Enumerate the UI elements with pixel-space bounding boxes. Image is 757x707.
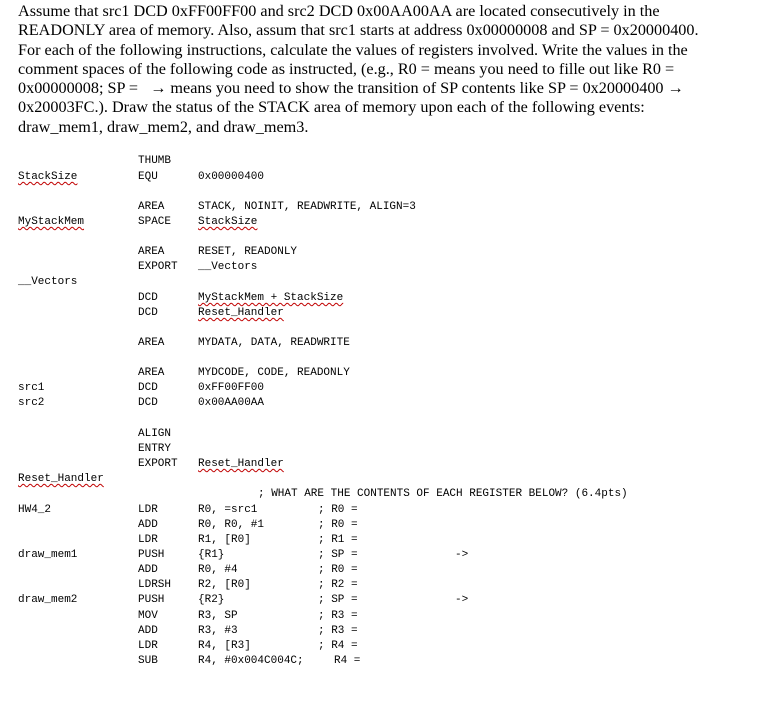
code-line bbox=[0, 442, 757, 457]
code-line bbox=[0, 457, 757, 472]
register-comment: ; R0 = bbox=[318, 519, 358, 531]
code-op: EXPORT bbox=[138, 261, 178, 273]
code-op: ALIGN bbox=[138, 428, 172, 440]
code-line bbox=[0, 593, 757, 608]
code-args: R4, #0x004C004C; bbox=[198, 655, 304, 667]
code-label: draw_mem2 bbox=[18, 594, 78, 606]
question-comment: ; WHAT ARE THE CONTENTS OF EACH REGISTER BELOW? (6.4pts) bbox=[258, 488, 628, 500]
code-args: StackSize bbox=[198, 216, 258, 228]
transition-arrow: -> bbox=[455, 594, 469, 606]
code-op: SPACE bbox=[138, 216, 172, 228]
code-args: STACK, NOINIT, READWRITE, ALIGN=3 bbox=[198, 201, 416, 213]
code-args: MYDCODE, CODE, READONLY bbox=[198, 367, 350, 379]
code-line bbox=[0, 170, 757, 185]
code-args: R0, R0, #1 bbox=[198, 519, 265, 531]
register-comment: ; R0 = bbox=[318, 564, 358, 576]
code-op: ENTRY bbox=[138, 443, 172, 455]
register-comment: ; R1 = bbox=[318, 534, 358, 546]
code-label: draw_mem1 bbox=[18, 549, 78, 561]
code-label: src1 bbox=[18, 382, 45, 394]
intro-line-1: Assume that src1 DCD 0xFF00FF00 and src2 DCD 0x00AA00AA are located consecutively in the bbox=[18, 2, 660, 20]
code-args: 0xFF00FF00 bbox=[198, 382, 265, 394]
register-comment: ; R4 = bbox=[318, 640, 358, 652]
code-op: DCD bbox=[138, 307, 158, 319]
code-line bbox=[0, 548, 757, 563]
code-op: LDRSH bbox=[138, 579, 172, 591]
code-line bbox=[0, 563, 757, 578]
code-op: SUB bbox=[138, 655, 158, 667]
register-comment: ; R3 = bbox=[318, 610, 358, 622]
code-line bbox=[0, 275, 757, 290]
code-args: __Vectors bbox=[198, 261, 258, 273]
code-args: R2, [R0] bbox=[198, 579, 251, 591]
code-args: R3, SP bbox=[198, 610, 238, 622]
code-op: AREA bbox=[138, 201, 165, 213]
code-line bbox=[0, 472, 757, 487]
code-args: MyStackMem + StackSize bbox=[198, 292, 344, 304]
code-args: MYDATA, DATA, READWRITE bbox=[198, 337, 350, 349]
register-comment: ; R0 = bbox=[318, 504, 358, 516]
code-op: DCD bbox=[138, 382, 158, 394]
code-line bbox=[0, 154, 757, 169]
code-label: Reset_Handler bbox=[18, 473, 104, 485]
code-op: PUSH bbox=[138, 549, 165, 561]
code-op: AREA bbox=[138, 246, 165, 258]
code-label: HW4_2 bbox=[18, 504, 52, 516]
code-line bbox=[0, 533, 757, 548]
code-args: RESET, READONLY bbox=[198, 246, 298, 258]
code-line bbox=[0, 654, 757, 669]
code-line bbox=[0, 200, 757, 215]
code-args: 0x00AA00AA bbox=[198, 397, 265, 409]
code-line bbox=[0, 624, 757, 639]
code-op: PUSH bbox=[138, 594, 165, 606]
register-comment: ; SP = bbox=[318, 549, 358, 561]
code-op: AREA bbox=[138, 367, 165, 379]
code-op: EQU bbox=[138, 171, 158, 183]
code-line bbox=[0, 609, 757, 624]
code-label: StackSize bbox=[18, 171, 78, 183]
code-args: R0, #4 bbox=[198, 564, 238, 576]
code-line bbox=[0, 245, 757, 260]
code-args: {R1} bbox=[198, 549, 225, 561]
code-op: EXPORT bbox=[138, 458, 178, 470]
code-line bbox=[0, 215, 757, 230]
code-line bbox=[0, 381, 757, 396]
code-op: AREA bbox=[138, 337, 165, 349]
intro-line-5: 0x00000008; SP = → means you need to show the transition of SP contents like SP = 0x20000400 → bbox=[18, 79, 684, 98]
code-line bbox=[0, 306, 757, 321]
code-args: R4, [R3] bbox=[198, 640, 251, 652]
code-op: LDR bbox=[138, 534, 158, 546]
code-op: ADD bbox=[138, 519, 158, 531]
intro-line-2: READONLY area of memory. Also, assum that src1 starts at address 0x00000008 and SP = 0x20000400. bbox=[18, 21, 699, 40]
code-line bbox=[0, 639, 757, 654]
code-args: R3, #3 bbox=[198, 625, 238, 637]
code-line bbox=[0, 518, 757, 533]
code-line bbox=[0, 336, 757, 351]
code-op: THUMB bbox=[138, 155, 172, 167]
code-op: ADD bbox=[138, 564, 158, 576]
code-op: ADD bbox=[138, 625, 158, 637]
code-label: MyStackMem bbox=[18, 216, 85, 228]
intro-line-7: draw_mem1, draw_mem2, and draw_mem3. bbox=[18, 117, 309, 136]
code-line bbox=[0, 366, 757, 381]
intro-line-3: For each of the following instructions, calculate the values of registers involved. Write the values in the bbox=[18, 40, 688, 59]
code-line bbox=[0, 503, 757, 518]
register-comment: ; R2 = bbox=[318, 579, 358, 591]
code-op: LDR bbox=[138, 504, 158, 516]
code-args: R1, [R0] bbox=[198, 534, 251, 546]
intro-line-4: comment spaces of the following code as instructed, (e.g., R0 = means you need to fille out like R0 = bbox=[18, 59, 675, 78]
code-args: {R2} bbox=[198, 594, 225, 606]
transition-arrow: -> bbox=[455, 549, 469, 561]
code-args: R0, =src1 bbox=[198, 504, 258, 516]
code-header-line bbox=[0, 487, 757, 502]
code-line bbox=[0, 427, 757, 442]
code-line bbox=[0, 396, 757, 411]
code-args: Reset_Handler bbox=[198, 458, 284, 470]
code-line bbox=[0, 260, 757, 275]
register-comment: R4 = bbox=[334, 655, 361, 667]
intro-line-6: 0x20003FC.). Draw the status of the STACK area of memory upon each of the following events: bbox=[18, 98, 645, 117]
code-op: LDR bbox=[138, 640, 158, 652]
code-line bbox=[0, 578, 757, 593]
code-args: 0x00000400 bbox=[198, 171, 265, 183]
code-label: __Vectors bbox=[18, 276, 78, 288]
register-comment: ; R3 = bbox=[318, 625, 358, 637]
code-op: DCD bbox=[138, 397, 158, 409]
code-op: MOV bbox=[138, 610, 158, 622]
code-label: src2 bbox=[18, 397, 45, 409]
code-line bbox=[0, 291, 757, 306]
register-comment: ; SP = bbox=[318, 594, 358, 606]
code-op: DCD bbox=[138, 292, 158, 304]
code-args: Reset_Handler bbox=[198, 307, 284, 319]
